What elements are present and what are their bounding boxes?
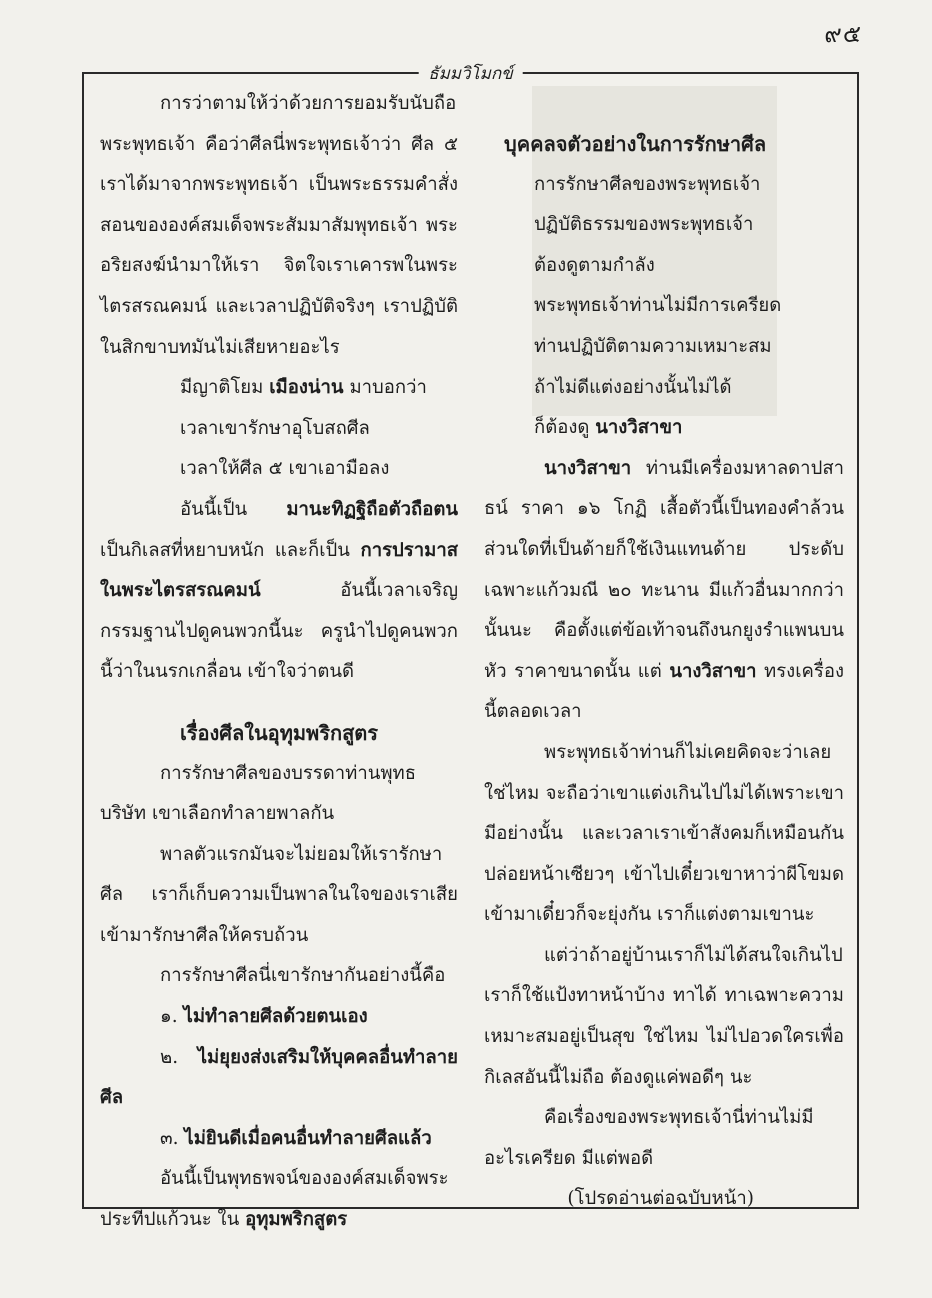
left-paragraph-9: อันนี้เป็นพุทธพจน์ขององค์สมเด็จพระประทีปแก้วนะ ใน อุทุมพริกสูตร (100, 1168, 449, 1231)
right-paragraph-4: คือเรื่องของพระพุทธเจ้านี่ท่านไม่มีอะไรเครียด มีแต่พอดี (484, 1107, 814, 1169)
section-heading-left: เรื่องศีลในอุทุมพริกสูตร (179, 720, 379, 745)
right-line-3: ต้องดูตามกำลัง (534, 254, 655, 276)
right-line-4: พระพุทธเจ้าท่านไม่มีการเครียด (534, 295, 782, 317)
right-line-1: การรักษาศีลของพระพุทธเจ้า (534, 173, 761, 195)
list-item-1: ๑. ไม่ทำลายศีลด้วยตนเอง (160, 1006, 368, 1028)
left-paragraph-7: พาลตัวแรกมันจะไม่ยอมให้เรารักษาศีล เราก็เก็บความเป็นพาลในใจของเราเสีย เข้ามารักษาศีลให้ครบถ้วน (100, 843, 458, 946)
left-paragraph-2: มีญาติโยม เมืองน่าน มาบอกว่า (180, 377, 427, 399)
content-frame (82, 64, 859, 1231)
right-line-7: ก็ต้องดู นางวิสาขา (534, 417, 683, 439)
continued-note: (โปรดอ่านต่อฉบับหน้า) (567, 1188, 754, 1210)
left-paragraph-3: เวลาเขารักษาอุโบสถศีล (180, 417, 370, 439)
left-paragraph-5: อันนี้เป็น มานะทิฏฐิถือตัวถือตน เป็นกิเลสที่หยาบหนัก และก็เป็น การปรามาสในพระไตรสรณคมน์ อันนี้เวลาเจริญกรรมฐานไปดูคนพวกนี้นะ ครูนำไปดูคนพวกนี้ว่าในนรกเกลื่อน เข้าใจว่าตนดี (100, 498, 458, 683)
header-title: ธัมมวิโมกข์ (418, 60, 523, 87)
right-line-5: ท่านปฏิบัติตามความเหมาะสม (534, 335, 772, 357)
right-column (484, 124, 844, 1220)
right-line-2: ปฏิบัติธรรมของพระพุทธเจ้า (534, 214, 754, 236)
list-item-3: ๓. ไม่ยินดีเมื่อคนอื่นทำลายศีลแล้ว (160, 1127, 432, 1149)
right-paragraph-2: พระพุทธเจ้าท่านก็ไม่เคยคิดจะว่าเลยใช่ไหม จะถือว่าเขาแต่งเกินไปไม่ได้เพราะเขามีอย่างนั้น และเวลาเราเข้าสังคมก็เหมือนกัน ปล่อยหน้าเซียวๆ เข้าไปเดี๋ยวเขาหาว่าผีโขมดเข้ามาเดี๋ยวก็จะยุ่งกัน เราก็แต่งตามเขานะ (484, 741, 844, 926)
left-paragraph-1: การว่าตามให้ว่าด้วยการยอมรับนับถือพระพุทธเจ้า คือว่าศีลนี่พระพุทธเจ้าว่า ศีล ๕ เราได้มาจากพระพุทธเจ้า เป็นพระธรรมคำสั่งสอนขององค์สมเด็จพระสัมมาสัมพุทธเจ้า พระอริยสงฆ์นำมาให้เรา จิตใจเราเคารพในพระไตรสรณคมน์ และเวลาปฏิบัติจริงๆ เราปฏิบัติในสิกขาบทมันไม่เสียหายอะไร (100, 93, 458, 358)
page-number: ๙๕ (824, 20, 862, 48)
left-column (100, 84, 458, 1241)
right-paragraph-1: นางวิสาขา ท่านมีเครื่องมหาลดาปสาธน์ ราคา ๑๖ โกฏิ เสื้อตัวนี้เป็นทองคำล้วนส่วนใดที่เป็นด้ายก็ใช้เงินแทนด้าย ประดับเฉพาะแก้วมณี ๒๐ ทะนาน มีแก้วอื่นมากกว่านั้นนะ คือตั้งแต่ข้อเท้าจนถึงนกยูงรำแพนบนหัว ราคาขนาดนั้น แต่ นางวิสาขา ทรงเครื่องนี้ตลอดเวลา (484, 457, 844, 723)
right-line-6: ถ้าไม่ดีแต่งอย่างนั้นไม่ได้ (534, 376, 732, 398)
left-paragraph-8: การรักษาศีลนี่เขารักษากันอย่างนี้คือ (160, 965, 446, 987)
left-paragraph-6: การรักษาศีลของบรรดาท่านพุทธบริษัท เขาเลือกทำลายพาลกัน (100, 762, 417, 825)
left-paragraph-4: เวลาให้ศีล ๕ เขาเอามือลง (180, 458, 390, 480)
right-paragraph-3: แต่ว่าถ้าอยู่บ้านเราก็ไม่ได้สนใจเกินไปเราก็ใช้แป้งทาหน้าบ้าง ทาได้ ทาเฉพาะความเหมาะสมอยู่เป็นสุข ใช่ไหม ไม่ไปอวดใครเพื่อกิเลสอันนี้ไม่ถือ ต้องดูแค่พอดีๆ นะ (484, 944, 844, 1088)
list-item-2: ๒. ไม่ยุยงส่งเสริมให้บุคคลอื่นทำลายศีล (100, 1046, 458, 1109)
section-heading-right: บุคคลจตัวอย่างในการรักษาศีล (504, 132, 767, 156)
